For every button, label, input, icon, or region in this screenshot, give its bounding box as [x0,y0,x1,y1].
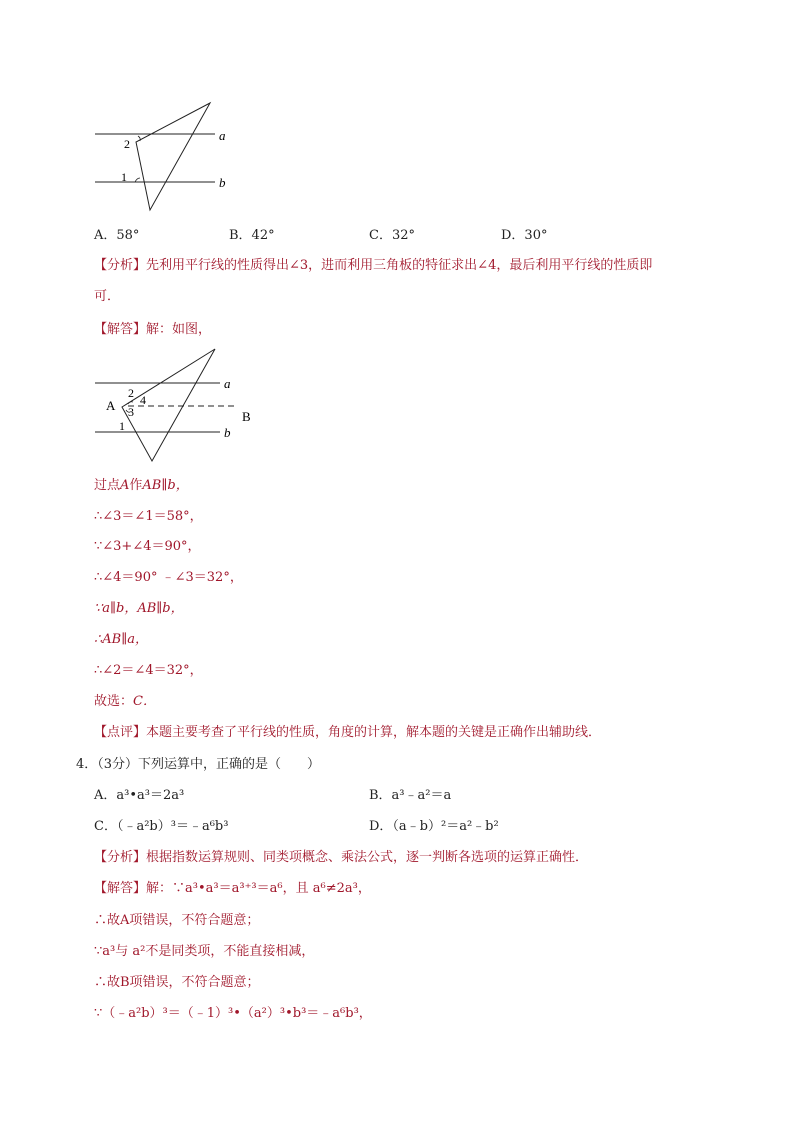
option-c: C．32° [369,228,415,243]
figure-auxiliary-line [88,344,268,468]
q4-solution-line3: ∵a³与 a²不是同类项，不能直接相减， [94,944,315,959]
q3-analysis-line1 [94,256,652,276]
solution-line1-text: 解：∵a³•a³＝a³⁺³＝a⁶，且 a⁶≠2a³， [146,881,371,896]
figure-parallel-lines-triangle [88,96,268,218]
q4-analysis [94,848,588,868]
label-b: b [219,175,226,190]
q4-option-c: C．（﹣a²b）³＝﹣a⁶b³ [94,819,229,834]
analysis-tag: 【分析】 [94,850,147,865]
step-1 [94,476,189,496]
label-3: 3 [128,405,134,419]
analysis-text: 先利用平行线的性质得出∠3，进而利用三角板的特征求出∠4，最后利用平行线的性质即 [146,258,653,273]
step-3: ∵∠3+∠4＝90°， [94,539,201,554]
solution-tag: 【解答】 [94,322,147,337]
point-a: A [120,478,130,493]
step-1-rest: AB∥b， [142,478,189,493]
label-2: 2 [124,137,130,151]
label-B: B [242,409,251,424]
label-1: 1 [119,419,125,433]
choose-answer: C． [133,694,156,709]
choose-label: 故选： [94,694,134,709]
option-d: D．30° [501,228,548,243]
step-1-mid: 作 [129,478,143,493]
q4-solution-line4: ∴故B项错误，不符合题意； [94,975,260,990]
step-5: ∵a∥b，AB∥b， [94,601,184,616]
solution-text: 解：如图， [146,322,212,337]
q4-option-b: B．a³﹣a²＝a [369,788,452,803]
step-8 [94,692,156,712]
q4-option-a: A．a³•a³＝2a³ [94,788,185,803]
label-a: a [224,376,231,391]
q4-solution-line1 [94,879,371,899]
angle-1-arc [135,178,140,182]
label-A: A [106,398,116,413]
q4-solution-line5: ∵（﹣a²b）³＝（﹣1）³•（a²）³•b³＝﹣a⁶b³， [94,1006,372,1021]
label-a: a [219,128,226,143]
step-6: ∴AB∥a， [94,632,148,647]
triangle-ruler [122,349,215,461]
step-1-pre: 过点 [94,478,121,493]
triangle-ruler [136,103,210,210]
step-7: ∴∠2＝∠4＝32°， [94,663,203,678]
label-b: b [224,425,231,440]
analysis-tag: 【分析】 [94,258,147,273]
step-2: ∴∠3＝∠1＝58°， [94,509,203,524]
option-b: B．42° [229,228,275,243]
q3-comment [94,723,601,743]
label-2: 2 [128,386,134,400]
comment-tag: 【点评】 [94,725,147,740]
analysis-text: 根据指数运算规则、同类项概念、乘法公式，逐一判断各选项的运算正确性． [146,850,589,865]
option-a: A．58° [94,228,140,243]
q3-analysis-line2: 可． [94,289,121,304]
comment-text: 本题主要考查了平行线的性质，角度的计算，解本题的关键是正确作出辅助线． [146,725,602,740]
step-4: ∴∠4＝90° ﹣∠3＝32°， [94,570,243,585]
q4-solution-line2: ∴故A项错误，不符合题意； [94,913,260,928]
q3-solution-header [94,320,211,340]
q4-stem: 4．（3分）下列运算中，正确的是（ ） [76,757,321,772]
label-4: 4 [140,393,146,407]
label-1: 1 [121,170,127,184]
q4-option-d: D．（a﹣b）²＝a²﹣b² [369,819,499,834]
solution-tag: 【解答】 [94,881,147,896]
